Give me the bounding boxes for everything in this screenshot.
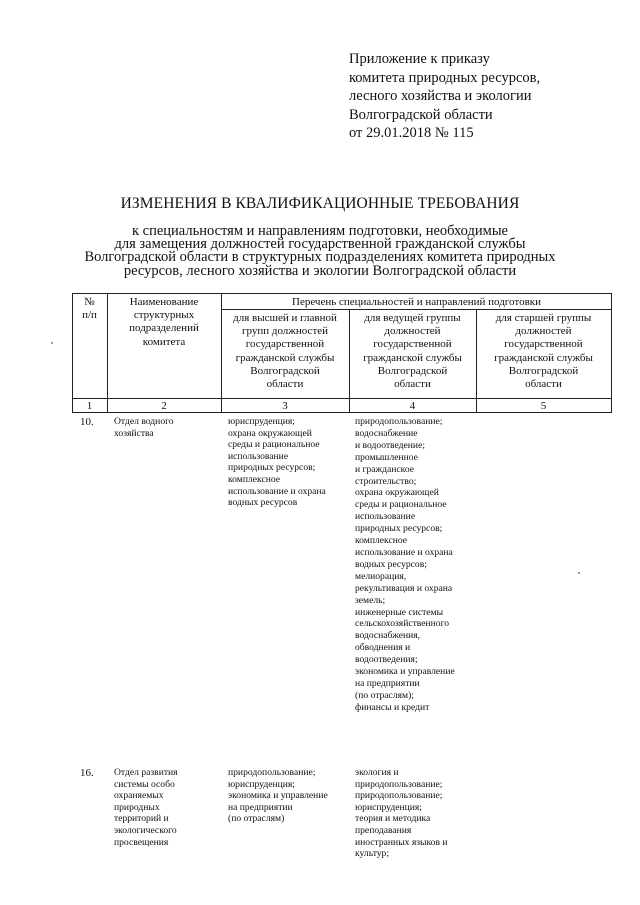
approval-block [349,50,619,143]
subtitle-line: ресурсов, лесного хозяйства и экологии Волгоградской области [123,262,517,279]
header-col3: для высшей и главной групп должностей государственной гражданской службы Волгоградской области [233,312,337,391]
row-number: 16. [80,767,94,779]
col-number-4: 4 [409,400,416,412]
document-title: ИЗМЕНЕНИЯ В КВАЛИФИКАЦИОННЫЕ ТРЕБОВАНИЯ [120,195,520,212]
header-name: Наименование структурных подразделений комитета [129,296,199,348]
scan-speck [578,572,580,574]
col-numbers-bottom-border [72,412,612,413]
row-col3: природопользование; юриспруденция; экономика и управление на предприятии (по отраслям) [228,767,328,825]
subtitle-line: к специальностям и направлениям подготовки, необходимые [131,223,508,239]
header-list: Перечень специальностей и направлений подготовки [292,296,541,308]
row-col4: экология и природопользование; природопользование; юриспруденция; теория и методика преподавания иностранных языков и культур; [355,767,448,860]
header-col4: для ведущей группы должностей государственной гражданской службы Волгоградской области [363,312,462,391]
row-col4: природопользование; водоснабжение и водоотведение; промышленное и гражданское строительство; охрана окружающей среды и рациональное использование природных ресурсов; комплексное использование и охрана водных ресурсов; мелиорация, рекультивация и охрана земель; инженерные системы сельскохозяйственного водоснабжения, обводнения и водоотведения; экономика и управление на предприятии (по отраслям); финансы и кредит [355,416,455,713]
approval-line: от 29.01.2018 № 115 [349,125,474,141]
document-subtitle [0,225,640,278]
subtitle-line: Волгоградской области в структурных подразделениях комитета природных [84,249,556,266]
row-number: 10. [80,416,94,428]
col-number-1: 1 [86,400,93,412]
approval-line: Волгоградской области [349,106,493,123]
table-right-border [611,293,612,413]
col-number-3: 3 [282,400,288,412]
approval-line: комитета природных ресурсов, [349,69,541,86]
table-top-border [72,293,612,294]
approval-line: лесного хозяйства и экологии [349,88,532,104]
header-col5: для старшей группы должностей государственной гражданской службы Волгоградской области [494,312,593,391]
subtitle-line: для замещения должностей государственной гражданской службы [114,236,526,253]
col-number-2: 2 [161,400,167,412]
row-col3: юриспруденция; охрана окружающей среды и рациональное использование природных ресурсов; комплексное использование и охрана водных ресурсов [228,416,326,509]
header-num: № п/п [82,296,97,322]
row-department: Отдел водного хозяйства [114,416,174,439]
col-number-5: 5 [540,400,547,412]
header-bottom-border [72,398,612,399]
row-department: Отдел развития системы особо охраняемых природных территорий и экологического просвещения [114,767,178,848]
scan-speck [51,342,53,344]
approval-line: Приложение к приказу [349,51,490,67]
